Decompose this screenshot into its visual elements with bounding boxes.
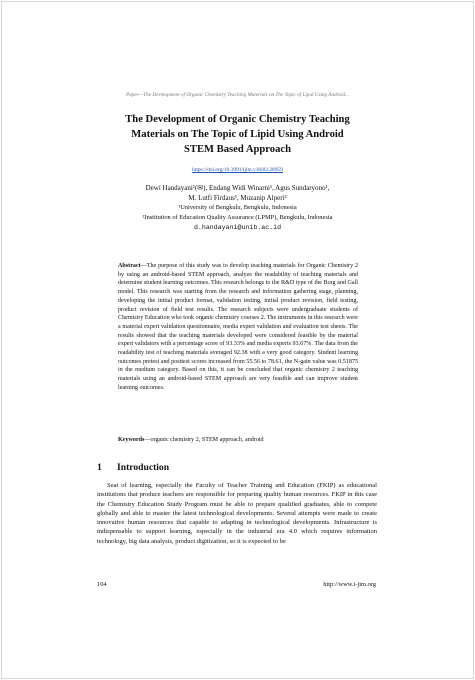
title-line-2: Materials on The Topic of Lipid Using Android [131,129,344,140]
author-email[interactable]: d.handayani@unib.ac.id [193,224,282,231]
abstract [118,262,358,393]
page-number: 104 [97,581,107,588]
running-head: Paper—The Development of Organic Chemistry Teaching Materials on The Topic of Lipid Using Android... [125,92,350,98]
journal-website[interactable]: http://www.i-jim.org [323,581,376,588]
abstract-text: —The purpose of this study was to develop teaching materials for Organic Chemistry 2 by using an android-based STEM approach, analyze the readability of teaching materials and determine student learning outcomes. This research belongs to the R&D type of the Borg and Gall model. This research was starting from the research and information gathering stage, planning, developing the initial product format, validation testing, initial product revision, field testing, product revision of field test results. The research subjects were undergraduate students of Chemistry Education who took organic chemistry courses 2. The instruments in this research were a material expert validation questionnaire, media expert validation and evaluation test sheets. The results showed that the teaching materials developed were considered feasible by the material expert validators with a percentage score of 93.33% and media experts 93.67%. The data from the readability test of teaching materials averaged 92.38 with a very good category. Student learning outcomes pretest and posttest scores increased from 55.56 to 78.61, the N-gain value was 0.51875 in the medium category. Based on this, it can be concluded that organic chemistry 2 teaching materials using an android-based STEM approach are very feasible and can improve student learning outcomes. [118,263,358,391]
keywords [118,436,358,445]
affiliation-1: ¹University of Bengkulu, Bengkulu, Indonesia [178,204,297,211]
paper-title [70,112,405,157]
section-heading [97,462,169,473]
body-text [97,481,377,546]
author-line-2: M. Lutfi Firdaus¹, Muzanip Alperi² [188,194,287,202]
title-line-1: The Development of Organic Chemistry Teaching [125,114,350,125]
doi-link[interactable]: https://doi.org/10.3991/ijim.v16i03.28959 [192,167,283,173]
section-number: 1 [97,462,102,473]
abstract-label: Abstract [118,263,141,269]
author-block [60,183,415,233]
title-line-3: STEM Based Approach [184,144,291,155]
keywords-text: —organic chemistry 2, STEM approach, android [144,437,264,443]
body-paragraph: Seat of learning, especially the Faculty of Teacher Training and Education (FKIP) as educational institutions that produce teachers are responsible for preparing quality human resources. FKIP in this case the Chemistry Education Study Program must be able to prepare qualified graduates, able to compete globally and able to master the latest technological developments. Several attempts were made to create innovative human resources that capable to adapting in technological developments. Infrastructure is indispensable to support learning, especially in the industrial era 4.0 which requires information technology, big data analysis, product digitization, so it is expected to be [97,482,377,545]
keywords-label: Keywords [118,437,145,443]
affiliation-2: ²Institution of Education Quality Assurance (LPMP), Bengkulu, Indonesia [142,214,333,221]
section-title: Introduction [117,462,170,473]
author-line-1: Dewi Handayani¹(✉), Endang Widi Winarni¹, Agus Sundaryono¹, [145,184,330,192]
